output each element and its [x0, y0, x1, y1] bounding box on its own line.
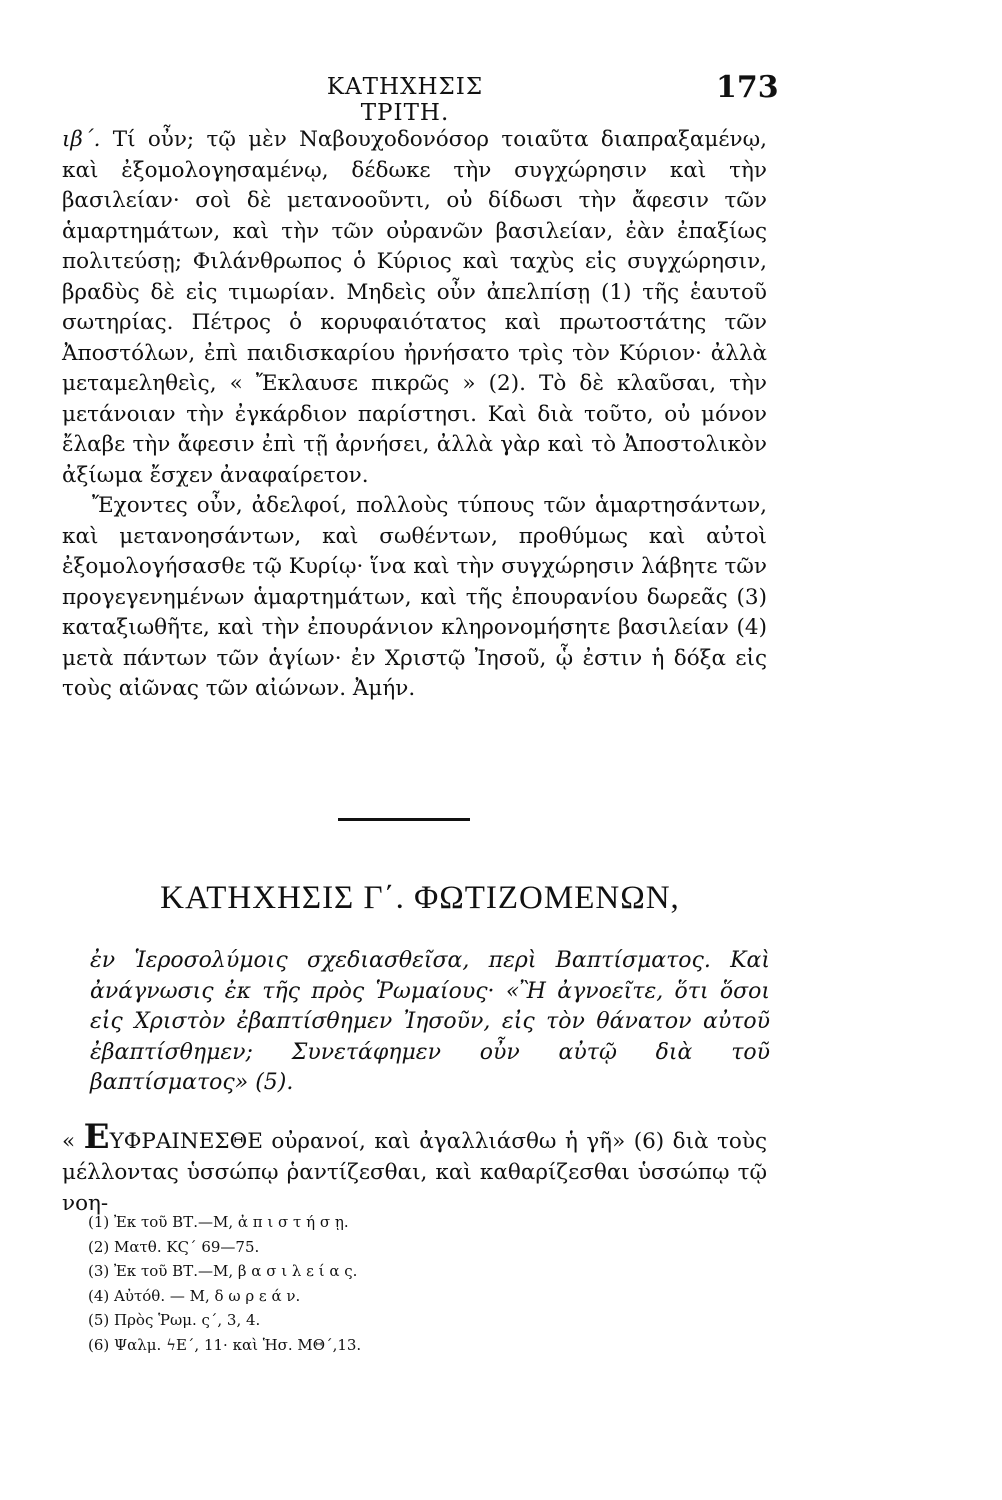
opening-quote-mark: «	[62, 1129, 76, 1154]
catechesis-title: ΚΑΤΗΧΗΣΙΣ Γ΄. ΦΩΤΙΖΟΜΕΝΩΝ,	[160, 880, 680, 916]
running-title: ΚΑΤΗΧΗΣΙΣ ΤΡΙΤΗ.	[326, 74, 484, 126]
footnote: (6) Ψαλμ. ϟΕ΄, 11· καὶ Ἡσ. ΜΘ΄,13.	[88, 1335, 362, 1354]
footnote: (2) Ματθ. ΚϚ΄ 69—75.	[88, 1237, 260, 1256]
opening-paragraph	[62, 1117, 767, 1219]
opening-text: ΥΦΡΑΙΝΕΣΘΕ οὐρανοί, καὶ ἀγαλλιάσθω ἡ γῆ» (6) διὰ τοὺς μέλλοντας ὑσσώπῳ ῥαντίζεσθαι, καὶ καθαρίζεσθαι ὑσσώπῳ τῷ νοη-	[62, 1129, 767, 1216]
section-ib-paragraph	[62, 125, 767, 491]
section-divider	[338, 818, 470, 821]
section-ib-text: Τί οὖν; τῷ μὲν Ναβουχοδονόσορ τοιαῦτα διαπραξαμένῳ, καὶ ἐξομολογησαμένῳ, δέδωκε τὴν συγχώρησιν καὶ τὴν βασιλείαν· σοὶ δὲ μετανοοῦντι, οὐ δίδωσι τὴν ἄφεσιν τῶν ἁμαρτημάτων, καὶ τὴν τῶν οὐρανῶν βασιλείαν, ἐὰν ἐπαξίως πολιτεύσῃ; Φιλάνθρωπος ὁ Κύριος καὶ ταχὺς εἰς συγχώρησιν, βραδὺς δὲ εἰς τιμωρίαν. Μηδεὶς οὖν ἀπελπίσῃ (1) τῆς ἑαυτοῦ σωτηρίας. Πέτρος ὁ κορυφαιότατος καὶ πρωτοστάτης τῶν Ἀποστόλων, ἐπὶ παιδισκαρίου ἠρνήσατο τρὶς τὸν Κύριον· ἀλλὰ μεταμεληθεὶς, « Ἔκλαυσε πικρῶς » (2). Τὸ δὲ κλαῦσαι, τὴν μετάνοιαν τὴν ἐγκάρδιον παρίστησι. Καὶ διὰ τοῦτο, οὐ μόνον ἔλαβε τὴν ἄφεσιν ἐπὶ τῇ ἀρνήσει, ἀλλὰ γὰρ καὶ τὸ Ἀποστολικὸν ἀξίωμα ἔσχεν ἀναφαίρετον.	[62, 127, 767, 488]
footnotes	[88, 1210, 588, 1357]
catechesis-subtitle: ἐν Ἱεροσολύμοις σχεδιασθεῖσα, περὶ Βαπτίσματος. Καὶ ἀνάγνωσις ἐκ τῆς πρὸς Ῥωμαίους· «Ἢ ἀγνοεῖτε, ὅτι ὅσοι εἰς Χριστὸν ἐβαπτίσθημεν Ἰησοῦν, εἰς τὸν θάνατον αὐτοῦ ἐβαπτίσθημεν; Συνετάφημεν οὖν αὐτῷ διὰ τοῦ βαπτίσματος» (5).	[90, 948, 770, 1095]
page-number: 173	[716, 70, 779, 105]
footnote: (1) Ἐκ τοῦ ΒΤ.—Μ, ἀ π ι σ τ ή σ ῃ.	[88, 1213, 349, 1231]
footnote: (3) Ἐκ τοῦ ΒΤ.—Μ, β α σ ι λ ε ί α ς.	[88, 1262, 358, 1280]
main-text	[62, 125, 767, 705]
closing-paragraph: Ἔχοντες οὖν, ἀδελφοί, πολλοὺς τύπους τῶν ἁμαρτησάντων, καὶ μετανοησάντων, καὶ σωθέντων, προθύμως καὶ αὐτοὶ ἐξομολογήσασθε τῷ Κυρίῳ· ἵνα καὶ τὴν συγχώρησιν λάβητε τῶν προγεγενημένων ἁμαρτημάτων, καὶ τῆς ἐπουρανίου δωρεᾶς (3) καταξιωθῆτε, καὶ τὴν ἐπουράνιον κληρονομήσητε βασιλείαν (4) μετὰ πάντων τῶν ἁγίων· ἐν Χριστῷ Ἰησοῦ, ᾧ ἐστιν ἡ δόξα εἰς τοὺς αἰῶνας τῶν αἰώνων. Ἀμήν.	[62, 493, 767, 701]
section-number: ιβ΄.	[62, 127, 101, 152]
footnote: (5) Πρὸς Ῥωμ. ς΄, 3, 4.	[88, 1311, 261, 1329]
footnote: (4) Αὐτόθ. — Μ, δ ω ρ ε ά ν.	[88, 1286, 301, 1305]
drop-cap: Ε	[83, 1117, 110, 1157]
